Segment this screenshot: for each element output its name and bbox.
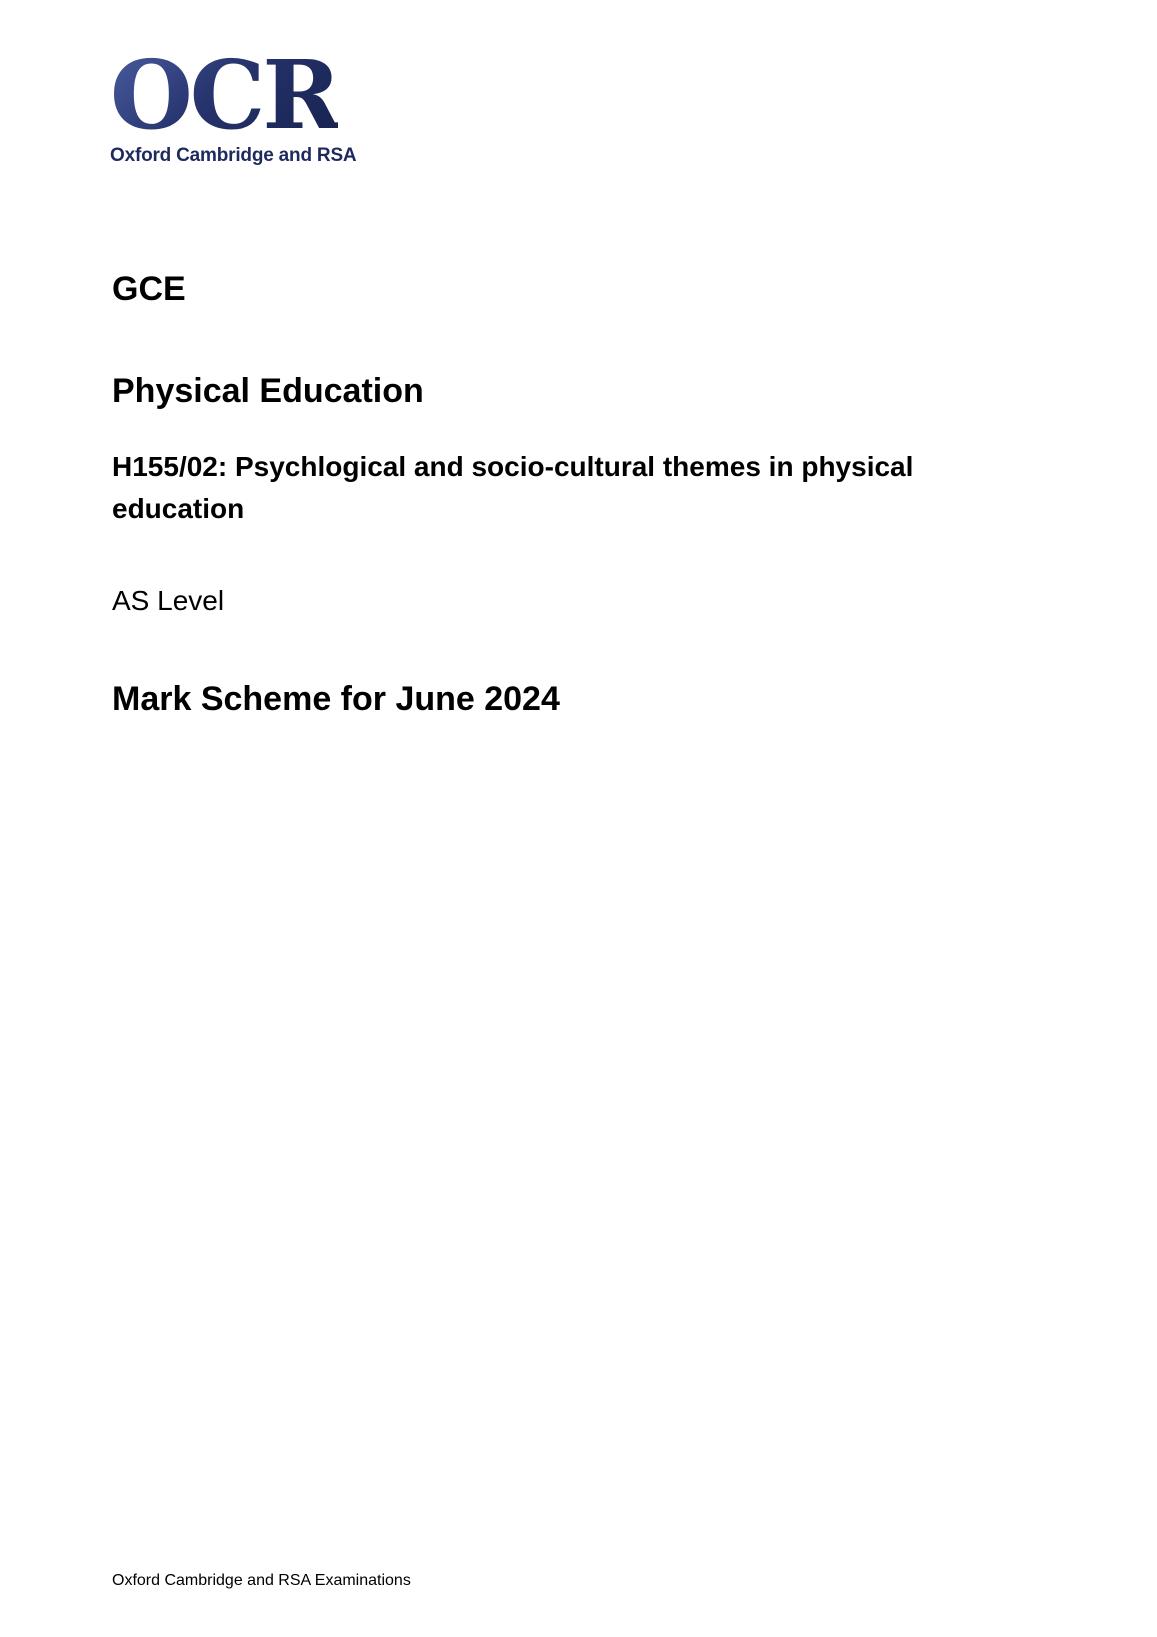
qualification-heading: GCE xyxy=(112,270,186,308)
ocr-logo-letters: OCR xyxy=(110,40,339,151)
subject-heading: Physical Education xyxy=(112,372,424,410)
footer-text: Oxford Cambridge and RSA Examinations xyxy=(112,1572,411,1589)
ocr-logo xyxy=(110,40,357,167)
level-text: AS Level xyxy=(112,585,225,616)
mark-scheme-title: Mark Scheme for June 2024 xyxy=(112,680,560,718)
unit-title-heading: H155/02: Psychlogical and socio-cultural themes in physical education xyxy=(112,451,914,524)
ocr-logo-subtitle: Oxford Cambridge and RSA xyxy=(110,145,357,166)
